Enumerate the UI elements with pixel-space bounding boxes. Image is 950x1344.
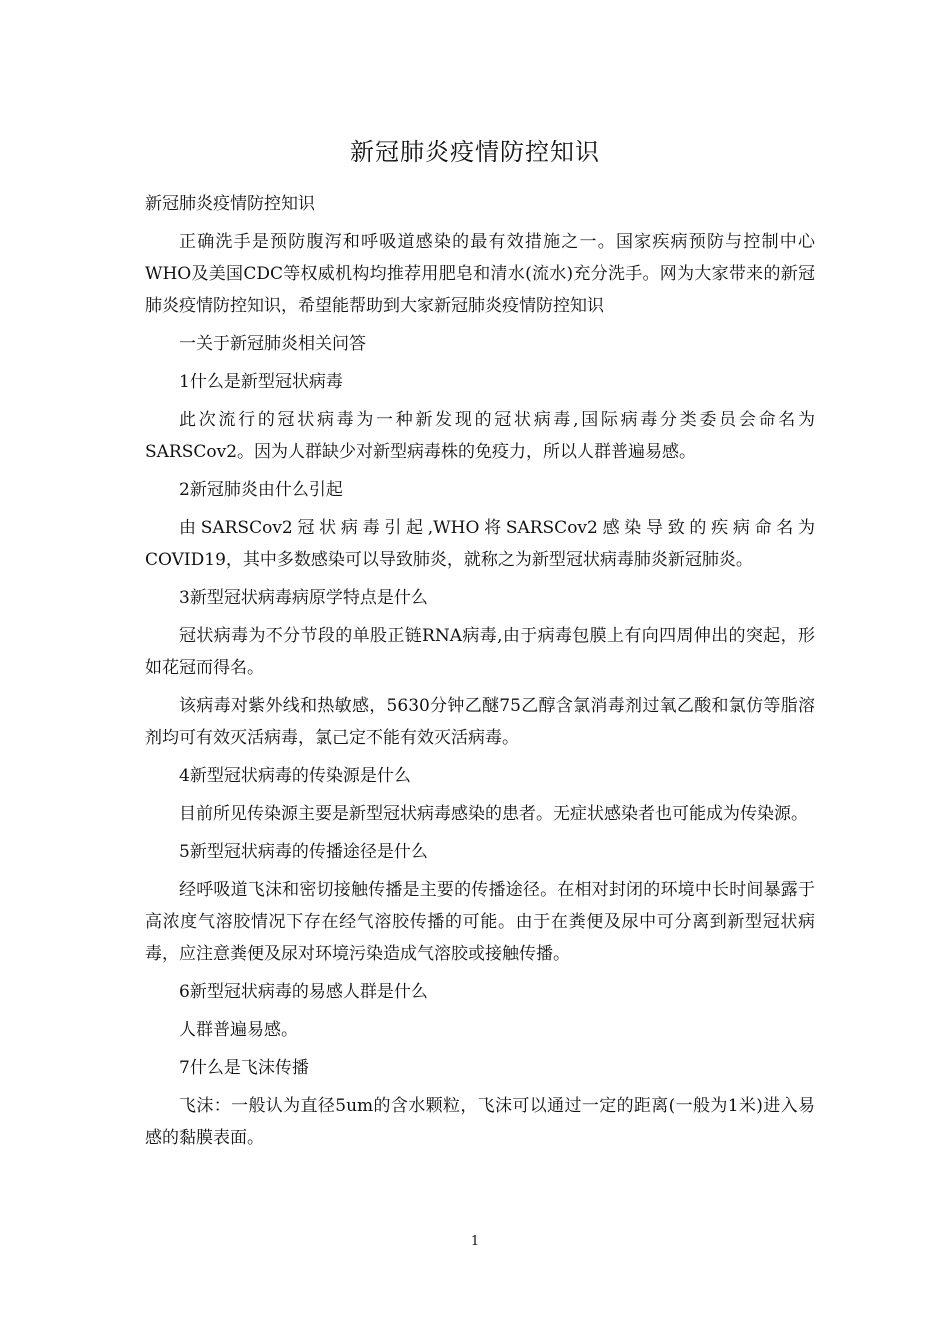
section-heading: 一关于新冠肺炎相关问答	[179, 334, 366, 354]
question-heading: 4新型冠状病毒的传染源是什么	[179, 766, 411, 786]
intro-paragraph: 正确洗手是预防腹泻和呼吸道感染的最有效措施之一。国家疾病预防与控制中心WHO及美国CDC等权威机构均推荐用肥皂和清水(流水)充分洗手。网为大家带来的新冠肺炎疫情防控知识，希望能帮助到大家新冠肺炎疫情防控知识	[145, 232, 815, 316]
question-heading: 6新型冠状病毒的易感人群是什么	[179, 982, 428, 1002]
page-number: 1	[470, 1234, 480, 1249]
answer-paragraph: 人群普遍易感。	[179, 1020, 298, 1040]
question-heading: 1什么是新型冠状病毒	[179, 372, 343, 392]
answer-paragraph: 由SARSCov2冠状病毒引起,WHO将SARSCov2感染导致的疾病命名为COVID19，其中多数感染可以导致肺炎，就称之为新型冠状病毒肺炎新冠肺炎。	[145, 518, 815, 570]
question-heading: 3新型冠状病毒病原学特点是什么	[179, 588, 428, 608]
document-body	[145, 188, 815, 1160]
answer-paragraph: 此次流行的冠状病毒为一种新发现的冠状病毒,国际病毒分类委员会命名为SARSCov2。因为人群缺少对新型病毒株的免疫力，所以人群普遍易感。	[145, 410, 815, 462]
document-subtitle: 新冠肺炎疫情防控知识	[145, 194, 315, 214]
question-heading: 2新冠肺炎由什么引起	[179, 480, 343, 500]
answer-paragraph: 目前所见传染源主要是新型冠状病毒感染的患者。无症状感染者也可能成为传染源。	[179, 804, 808, 824]
answer-paragraph: 飞沫：一般认为直径5um的含水颗粒，飞沫可以通过一定的距离(一般为1米)进入易感的黏膜表面。	[145, 1096, 815, 1148]
answer-paragraph: 该病毒对紫外线和热敏感，5630分钟乙醚75乙醇含氯消毒剂过氧乙酸和氯仿等脂溶剂均可有效灭活病毒，氯己定不能有效灭活病毒。	[145, 696, 815, 748]
answer-paragraph: 冠状病毒为不分节段的单股正链RNA病毒,由于病毒包膜上有向四周伸出的突起，形如花冠而得名。	[145, 626, 815, 678]
answer-paragraph: 经呼吸道飞沫和密切接触传播是主要的传播途径。在相对封闭的环境中长时间暴露于高浓度气溶胶情况下存在经气溶胶传播的可能。由于在粪便及尿中可分离到新型冠状病毒，应注意粪便及尿对环境污染造成气溶胶或接触传播。	[145, 880, 815, 964]
question-heading: 5新型冠状病毒的传播途径是什么	[179, 842, 428, 862]
question-heading: 7什么是飞沫传播	[179, 1058, 309, 1078]
document-title: 新冠肺炎疫情防控知识	[350, 138, 600, 166]
